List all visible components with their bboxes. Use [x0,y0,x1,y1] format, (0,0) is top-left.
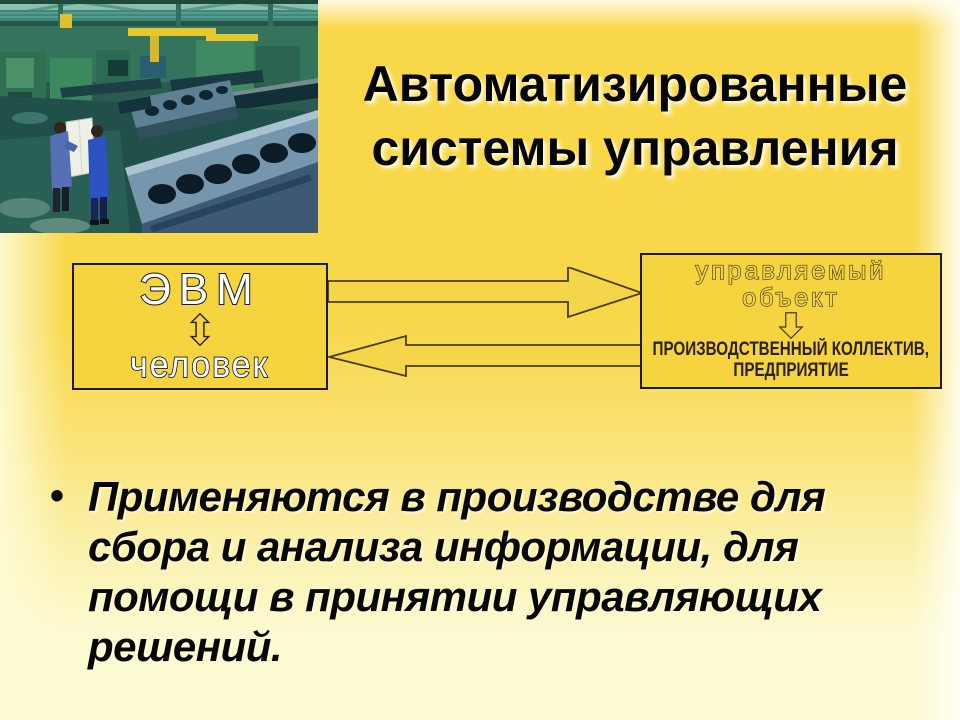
bullet-line-2: сбора и анализа информации, для [88,523,799,570]
computer-human-box [72,263,328,390]
human-label: человек [130,344,270,385]
factory-photo-illustration [0,0,318,233]
forward-arrow-icon [328,267,643,318]
title-line-1: Автоматизированные [362,56,908,112]
title-line-2: системы управления [371,120,899,176]
double-arrow-icon [177,313,223,346]
slide-title [322,52,948,180]
object-label-line-2: объект [742,284,840,312]
bullet-line-1: Применяются в производстве для [88,473,826,520]
object-label-line-1: управляемый [695,257,887,285]
bullet-line-3: помощи в принятии управляющих [88,573,822,620]
backward-arrow-icon [328,330,642,378]
down-arrow-icon [774,312,808,339]
bullet-line-4: решений. [88,623,283,670]
enterprise-label-line-2: ПРЕДПРИЯТИЕ [733,360,849,381]
enterprise-label-line-1: ПРОИЗВОДСТВЕННЫЙ КОЛЛЕКТИВ, [652,339,930,360]
bullet-marker: • [50,474,65,518]
controlled-object-box [640,253,942,389]
bullet-item [44,472,934,672]
evm-label: ЭВМ [139,265,261,314]
factory-photo [0,0,318,233]
bullet-list [44,472,934,672]
